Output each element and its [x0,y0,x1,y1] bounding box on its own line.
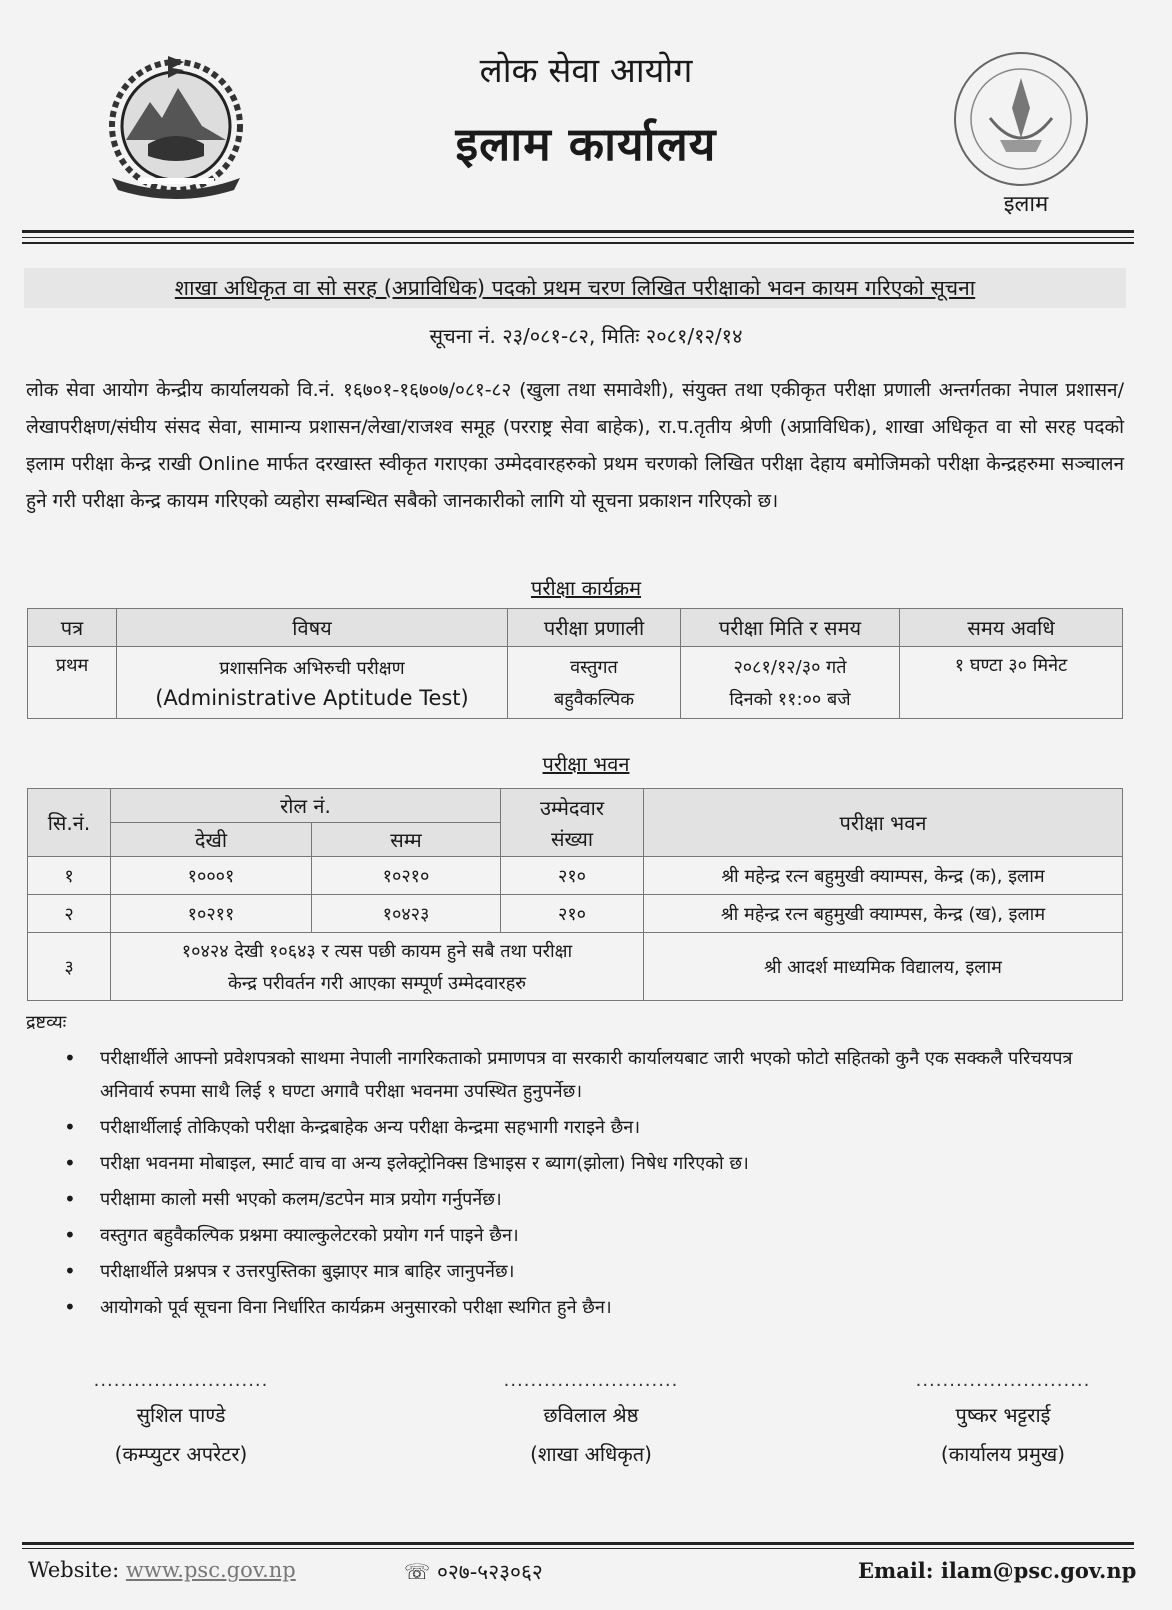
signatory-post: (कार्यालय प्रमुख) [940,1442,1066,1466]
col-system: परीक्षा प्रणाली [508,609,681,647]
footer-phone [404,1558,543,1586]
system-line-1: वस्तुगत [570,656,618,678]
table-row [28,895,1123,933]
notes-label: द्रष्टव्यः [26,1012,67,1033]
psc-seal-icon [950,48,1092,190]
notice-heading: शाखा अधिकृत वा सो सरह (अप्राविधिक) पदको प्रथम चरण लिखित परीक्षाको भवन कायम गरिएको सूचना [24,268,1126,308]
list-item: • परीक्षार्थीले आफ्नो प्रवेशपत्रको साथमा नेपाली नागरिकताको प्रमाणपत्र वा सरकारी कार्यालयबाट जारी भएको फोटो सहितको कुनै एक सक्कलै परिचयपत्र अनिवार्य रुपमा साथै लिई १ घण्टा अगावै परीक्षा भवनमा उपस्थित हुनुपर्नेछ। [64,1042,1128,1108]
col-datetime: परीक्षा मिति र समय [681,609,900,647]
schedule-table [27,608,1123,719]
signatory-name: सुशिल पाण्डे [136,1403,226,1427]
subject-np: प्रशासनिक अभिरुची परीक्षण [219,657,405,679]
notice-reference: सूचना नं. २३/०८१-८२, मितिः २०८१/१२/१४ [429,324,743,348]
venue-table [27,788,1123,1001]
datetime-cell [681,647,900,719]
duration-cell: १ घण्टा ३० मिनेट [900,647,1123,719]
col-subject: विषय [117,609,508,647]
sn-cell: २ [28,895,111,933]
table-row [28,933,1123,1001]
schedule-title: परीक्षा कार्यक्रम [530,576,642,600]
col-count [501,789,644,857]
subject-cell [117,647,508,719]
venue-cell: श्री महेन्द्र रत्न बहुमुखी क्याम्पस, केन्द्र (क), इलाम [644,857,1123,895]
datetime-line-2: दिनको ११:०० बजे [729,688,851,710]
venue-title: परीक्षा भवन [542,752,630,776]
col-to: सम्म [312,823,501,857]
paper-cell: प्रथम [28,647,117,719]
header-rule-lower [22,242,1134,244]
list-item: • परीक्षा भवनमा मोबाइल, स्मार्ट वाच वा अन्य इलेक्ट्रोनिक्स डिभाइस र ब्याग(झोला) निषेध गरिएको छ। [64,1147,1128,1180]
organization-name: लोक सेवा आयोग [479,51,693,91]
count-cell: २१० [501,895,644,933]
footer-rule [22,1542,1134,1545]
col-roll: रोल नं. [111,789,501,823]
seal-location: इलाम [1003,192,1049,217]
col-venue: परीक्षा भवन [644,789,1123,857]
signature-office-chief [878,1370,1128,1467]
footer-website [28,1558,296,1582]
col-duration: समय अवधि [900,609,1123,647]
to-cell: १०४२३ [312,895,501,933]
signatory-post: (कम्प्युटर अपरेटर) [114,1442,248,1466]
system-cell [508,647,681,719]
to-cell: १०२१० [312,857,501,895]
signatory-post: (शाखा अधिकृत) [530,1442,652,1466]
footer-email[interactable]: Email: ilam@psc.gov.np [858,1558,1137,1583]
system-line-2: बहुवैकल्पिक [553,688,635,710]
notes-list [64,1042,1128,1327]
count-cell: २१० [501,857,644,895]
datetime-line-1: २०८१/१२/३० गते [733,656,847,678]
range-cell [111,933,644,1001]
signature-computer-operator [56,1370,306,1467]
footer-rule-thin [22,1548,1134,1549]
venue-cell: श्री महेन्द्र रत्न बहुमुखी क्याम्पस, केन्द्र (ख), इलाम [644,895,1123,933]
from-cell: १०००१ [111,857,312,895]
range-line-1: १०४२४ देखी १०६४३ र त्यस पछी कायम हुने सबै तथा परीक्षा [181,940,573,962]
range-line-2: केन्द्र परीवर्तन गरी आएका सम्पूर्ण उम्मेदवारहरु [227,972,527,994]
sn-cell: १ [28,857,111,895]
phone-number: ०२७-५२३०६२ [436,1560,543,1584]
count-header-1: उम्मेदवार [540,795,604,820]
table-row [28,647,1123,719]
website-label: Website: [28,1558,120,1582]
count-header-2: संख्या [551,826,593,851]
subject-en: (Administrative Aptitude Test) [155,685,469,710]
sn-cell: ३ [28,933,111,1001]
signature-line: .......................... [503,1370,679,1391]
venue-cell: श्री आदर्श माध्यमिक विद्यालय, इलाम [644,933,1123,1001]
col-sn: सि.नं. [28,789,111,857]
col-paper: पत्र [28,609,117,647]
signature-section-officer [466,1370,716,1467]
signatory-name: पुष्कर भट्टराई [955,1403,1051,1427]
header-rule-thin [22,237,1134,238]
list-item: • परीक्षामा कालो मसी भएको कलम/डटपेन मात्र प्रयोग गर्नुपर्नेछ। [64,1183,1128,1216]
list-item: • वस्तुगत बहुवैकल्पिक प्रश्नमा क्याल्कुलेटरको प्रयोग गर्न पाइने छैन। [64,1219,1128,1252]
list-item: • परीक्षार्थीलाई तोकिएको परीक्षा केन्द्रबाहेक अन्य परीक्षा केन्द्रमा सहभागी गराइने छैन। [64,1111,1128,1144]
signatory-name: छविलाल श्रेष्ठ [543,1403,639,1427]
signature-line: .......................... [915,1370,1091,1391]
signature-line: .......................... [93,1370,269,1391]
table-row [28,857,1123,895]
office-name: इलाम कार्यालय [455,117,717,171]
header-rule [22,230,1134,233]
col-from: देखी [111,823,312,857]
notice-intro: लोक सेवा आयोग केन्द्रीय कार्यालयको वि.नं. १६७०१-१६७०७/०८१-८२ (खुला तथा समावेशी), संयुक्त तथा एकीकृत परीक्षा प्रणाली अन्तर्गतका नेपाल प्रशासन/लेखापरीक्षण/संघीय संसद सेवा, सामान्य प्रशासन/लेखा/राजश्व समूह (परराष्ट्र सेवा बाहेक), रा.प.तृतीय श्रेणी (अप्राविधिक), शाखा अधिकृत वा सो सरह पदको इलाम परीक्षा केन्द्र राखी Online मार्फत दरखास्त स्वीकृत गराएका उम्मेदवारहरुको प्रथम चरणको लिखित परीक्षा देहाय बमोजिमको परीक्षा केन्द्रहरुमा सञ्चालन हुने गरी परीक्षा केन्द्र कायम गरिएको व्यहोरा सम्बन्धित सबैको जानकारीको लागि यो सूचना प्रकाशन गरिएको छ। [26,379,1125,512]
list-item: • आयोगको पूर्व सूचना विना निर्धारित कार्यक्रम अनुसारको परीक्षा स्थगित हुने छैन। [64,1291,1128,1324]
list-item: • परीक्षार्थीले प्रश्नपत्र र उत्तरपुस्तिका बुझाएर मात्र बाहिर जानुपर्नेछ। [64,1255,1128,1288]
phone-icon: ☏ [404,1560,431,1584]
website-link[interactable]: www.psc.gov.np [125,1558,296,1582]
from-cell: १०२११ [111,895,312,933]
